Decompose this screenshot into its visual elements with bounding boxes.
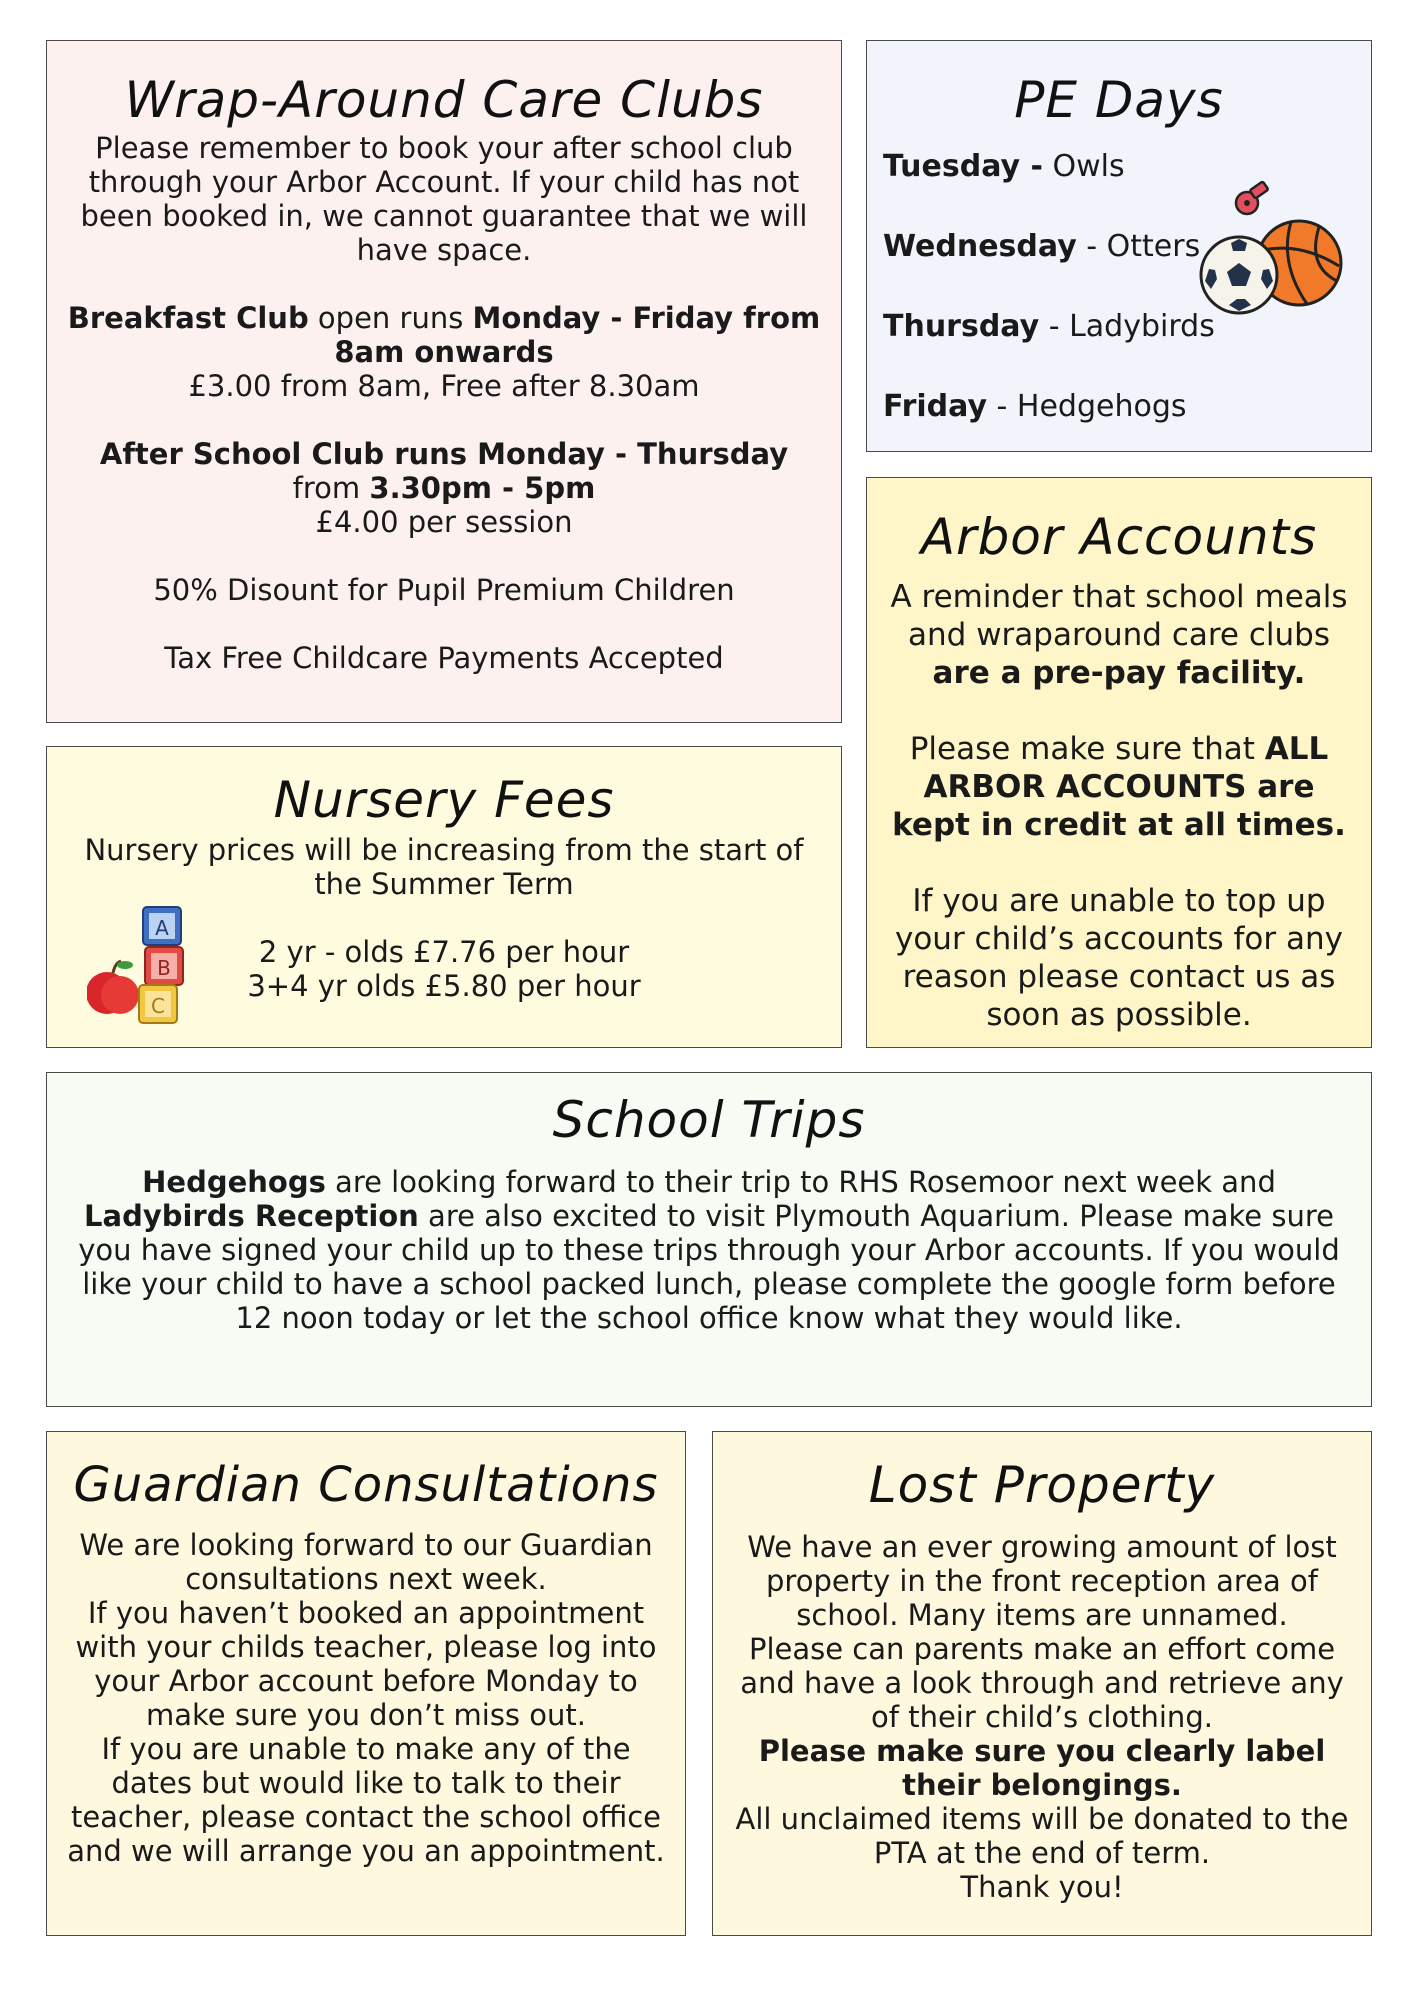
- nursery-fees-intro: Nursery prices will be increasing from the start of the Summer Term: [84, 833, 804, 901]
- arbor-accounts-section: [866, 477, 1372, 1048]
- nursery-price-2yr: 2 yr - olds £7.76 per hour: [258, 935, 630, 969]
- pupil-premium-discount: 50% Disount for Pupil Premium Children: [153, 573, 735, 607]
- after-school-club-price: £4.00 per session: [315, 505, 573, 539]
- apple-icon: [87, 961, 139, 1014]
- arbor-accounts-title: Arbor Accounts: [920, 508, 1318, 566]
- pe-day-row: Thursday - Ladybirds: [883, 309, 1215, 344]
- lost-property-donation-notice: All unclaimed items will be donated to the PTA at the end of term.: [735, 1802, 1349, 1870]
- nursery-price-3-4yr: 3+4 yr olds £5.80 per hour: [247, 969, 641, 1003]
- lost-property-request: Please can parents make an effort come and have a look through and retrieve any of their child’s clothing.: [740, 1632, 1344, 1734]
- nursery-fees-title: Nursery Fees: [273, 771, 615, 829]
- arbor-reminder: A reminder that school meals and wraparound care clubs are a pre-pay facility.: [890, 579, 1348, 691]
- nursery-fees-section: [46, 746, 842, 1048]
- pe-day-row: Friday - Hedgehogs: [883, 389, 1187, 424]
- guardian-alternative-notice: If you are unable to make any of the dates but would like to talk to their teacher, please contact the school office and we will arrange you an appointment.: [67, 1732, 665, 1868]
- school-trips-section: [46, 1072, 1372, 1407]
- school-trips-text: Hedgehogs are looking forward to their trip to RHS Rosemoor next week and Ladybirds Reception are also excited to visit Plymouth Aquarium. Please make sure you have signed your child up to these trips through your Arbor accounts. If you would like your child to have a school packed lunch, please complete the google form before 12 noon today or let the school office know what they would like.: [78, 1165, 1340, 1335]
- pe-day-row: Tuesday - Owls: [883, 149, 1125, 184]
- pe-day-row: Wednesday - Otters: [883, 229, 1201, 264]
- arbor-credit-notice: Please make sure that ALL ARBOR ACCOUNTS are kept in credit at all times.: [892, 731, 1346, 843]
- breakfast-club-info: Breakfast Club open runs Monday - Friday from 8am onwards: [67, 301, 821, 369]
- tax-free-childcare: Tax Free Childcare Payments Accepted: [164, 641, 724, 675]
- after-school-club-info: After School Club runs Monday - Thursday from 3.30pm - 5pm: [99, 437, 789, 505]
- wrap-around-intro: Please remember to book your after school club through your Arbor Account. If your child has not been booked in, we cannot guarantee that we will have space.: [80, 131, 808, 267]
- soccer-ball-icon: [1201, 237, 1277, 313]
- breakfast-club-price: £3.00 from 8am, Free after 8.30am: [188, 369, 700, 403]
- block-letter: A: [155, 916, 169, 940]
- arbor-contact-notice: If you are unable to top up your child’s accounts for any reason please contact us as soon as possible.: [895, 883, 1343, 1033]
- block-letter: B: [157, 956, 171, 980]
- pe-days-section: [866, 40, 1372, 452]
- abc-blocks-icon: [87, 905, 197, 1025]
- lost-property-title: Lost Property: [868, 1456, 1216, 1514]
- guardian-booking-notice: If you haven’t booked an appointment with your childs teacher, please log into your Arbor account before Monday to make sure you don’t miss out.: [75, 1596, 657, 1732]
- pe-days-title: PE Days: [1014, 71, 1224, 129]
- guardian-consultations-section: [46, 1431, 686, 1936]
- lost-property-thanks: Thank you!: [960, 1870, 1124, 1904]
- wrap-around-care-section: [46, 40, 842, 723]
- sports-balls-icon: [1199, 171, 1349, 321]
- lost-property-section: [712, 1431, 1372, 1936]
- guardian-consultations-intro: We are looking forward to our Guardian consultations next week.: [79, 1528, 653, 1596]
- lost-property-label-notice: Please make sure you clearly label their belongings.: [758, 1734, 1326, 1802]
- wrap-around-title: Wrap-Around Care Clubs: [124, 71, 764, 129]
- school-trips-title: School Trips: [552, 1091, 866, 1149]
- guardian-consultations-title: Guardian Consultations: [73, 1457, 659, 1513]
- whistle-icon: [1236, 181, 1268, 214]
- block-letter: C: [151, 994, 165, 1018]
- lost-property-intro: We have an ever growing amount of lost property in the front reception area of school. Many items are unnamed.: [747, 1530, 1337, 1632]
